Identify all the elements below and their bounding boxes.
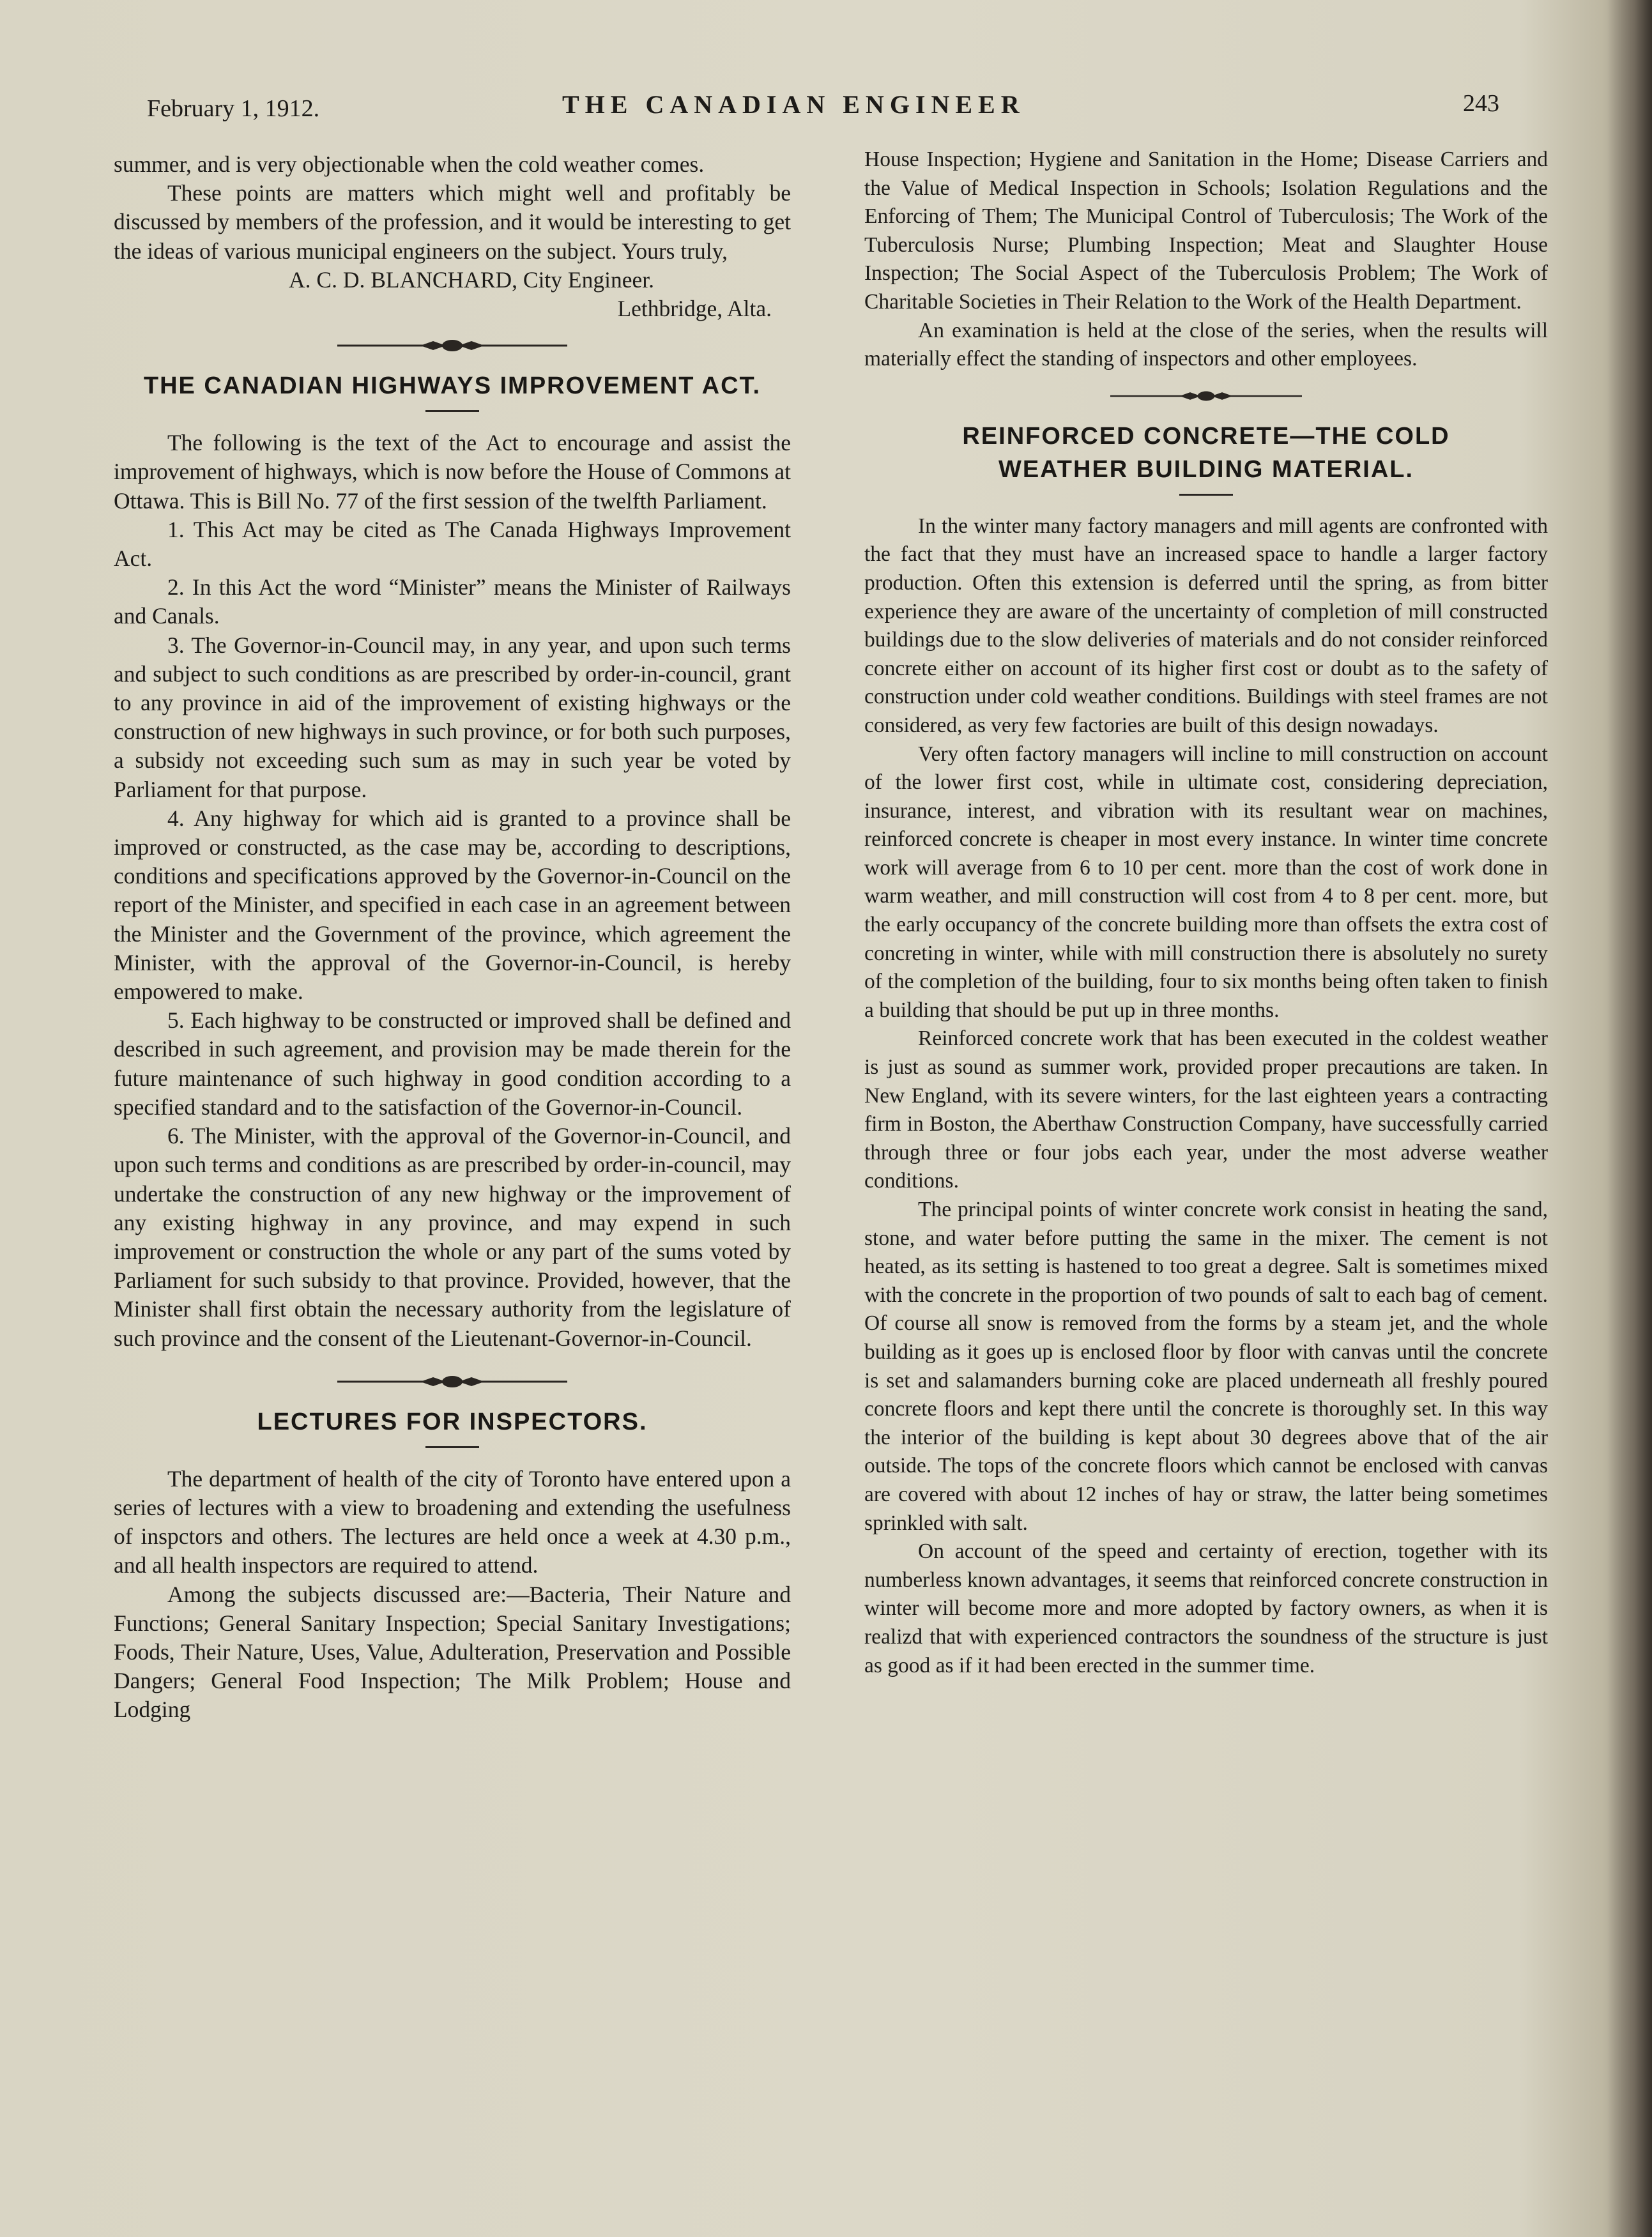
act-section: 4. Any highway for which aid is granted to a province shall be improved or constructed, as the case may be, according to descriptions, conditions and specifications approved by the Governor-in-Council on the report of the Minister, and specified in each case in an agreement between the Minister and the Government of the province, which agreement the Minister, with the approval of the Governor-in-Council, is hereby empowered to make. [114, 805, 791, 1005]
lectures-paragraph: Among the subjects discussed are:—Bacteria, Their Nature and Functions; General Sanitary Inspection; Special Sanitary Investigations; Foods, Their Nature, Uses, Value, Adulteration, Preservation and Possible Dangers; General Food Inspection; The Milk Problem; House and Lodging [114, 1581, 791, 1723]
header-date: February 1, 1912. [147, 95, 320, 122]
concrete-paragraph: On account of the speed and certainty of erection, together with its numberless known advantages, it seems that reinforced concrete construction in winter will become more and more adopted by factory owners, as when it is realizd that with experienced contractors the soundness of the structure is just as good as if it had been erected in the summer time. [864, 1539, 1548, 1677]
act-section: 6. The Minister, with the approval of the Governor-in-Council, and upon such terms and conditions as are prescribed by order-in-council, may undertake the construction of any new highway or the improvement of any existing highway in any province, and may expend in such improvement or construction the whole or any part of the sums voted by Parliament for such subsidy to that province. Provided, however, that the Minister shall first obtain the necessary authority from the legislature of such province and the consent of the Lieutenant-Governor-in-Council. [114, 1123, 791, 1351]
act-intro: The following is the text of the Act to encourage and assist the improvement of highways, which is now before the House of Commons at Ottawa. This is Bill No. 77 of the first session of the twelfth Parliament. [114, 430, 791, 514]
section-divider-ornament [1110, 386, 1302, 406]
lectures-continued-paragraph: An examination is held at the close of the series, when the results will materially effect the standing of inspectors and other employees. [864, 318, 1548, 371]
act-section: 5. Each highway to be constructed or improved shall be defined and described in such agreement, and provision may be made therein for the future maintenance of such highway in good condition according to a specified standard and to the satisfaction of the Governor-in-Council. [114, 1007, 791, 1120]
lectures-paragraph: The department of health of the city of Toronto have entered upon a series of lectures with a view to broadening and extending the usefulness of inspctors and others. The lectures are held once a week at 4.30 p.m., and all health inspectors are required to attend. [114, 1465, 791, 1578]
left-column [114, 150, 791, 1725]
lectures-continued-paragraph: House Inspection; Hygiene and Sanitation in the Home; Disease Carriers and the Value of Medical Inspection in Schools; Isolation Regulations and the Enforcing of Them; The Municipal Control of Tuberculosis; The Work of the Tuberculosis Nurse; Plumbing Inspection; Meat and Slaughter House Inspection; The Social Aspect of the Tuberculosis Problem; The Work of Charitable Societies in Their Relation to the Work of the Health Department. [864, 148, 1548, 314]
article-title-highways-act: THE CANADIAN HIGHWAYS IMPROVEMENT ACT. [143, 372, 761, 400]
header-page-number: 243 [1463, 90, 1499, 117]
act-section: 1. This Act may be cited as The Canada Highways Improvement Act. [114, 516, 791, 572]
concrete-paragraph: In the winter many factory managers and mill agents are confronted with the fact that they must have an increased space to handle a larger factory production. Often this extension is deferred until the spring, as from bitter experience they are aware of the uncertainty of completion of mill constructed buildings due to the slow deliveries of materials and do not consider reinforced concrete either on account of its higher first cost or doubt as to the safety of construction under cold weather conditions. Buildings with steel frames are not considered, as very few factories are built of this design nowadays. [864, 514, 1548, 737]
page-binding-shadow [1607, 0, 1652, 2237]
letter-paragraph: These points are matters which might well and profitably be discussed by members of the profession, and it would be interesting to get the ideas of various municipal engineers on the subject. Yours truly, [114, 180, 791, 264]
title-rule [425, 1446, 479, 1448]
right-column [864, 146, 1548, 1680]
concrete-paragraph: The principal points of winter concrete work consist in heating the sand, stone, and water before putting the same in the mixer. The cement is not heated, as its setting is hastened to too great a degree. Salt is sometimes mixed with the concrete in the proportion of two pounds of salt to each bag of cement. Of course all snow is removed from the forms by a steam jet, and the whole building as it goes up is enclosed floor by floor with canvas until the concrete is set and salamanders burning coke are placed underneath all freshly poured concrete floors and kept there until the concrete is thoroughly set. In this way the interior of the building is kept about 30 degrees above that of the air outside. The tops of the concrete floors which cannot be enclosed with canvas are covered with about 12 inches of hay or straw, the latter being sometimes sprinkled with salt. [864, 1198, 1548, 1535]
concrete-paragraph: Very often factory managers will incline to mill construction on account of the lower first cost, while in ultimate cost, considering depreciation, insurance, interest, and vibration with its resultant wear on machines, reinforced concrete is cheaper in most every instance. In winter time concrete work will average from 6 to 10 per cent. more than the cost of work done in warm weather, and mill construction will cost from 4 to 8 per cent. more, but the early occupancy of the concrete building more than offsets the extra cost of concreting in winter, while with mill construction there is absolutely no surety of the completion of the building, four to six months being often taken to finish a building that should be put up in three months. [864, 742, 1548, 1022]
section-divider-ornament [337, 336, 567, 355]
letter-signature: A. C. D. BLANCHARD, City Engineer. [289, 266, 654, 293]
running-header [147, 89, 1499, 128]
header-journal-title: THE CANADIAN ENGINEER [562, 90, 1025, 119]
concrete-paragraph: Reinforced concrete work that has been executed in the coldest weather is just as sound as summer work, provided proper precautions are taken. In New England, with its severe winters, for the last eighteen years a contracting firm in Boston, the Aberthaw Construction Company, have successfully carried through three or four jobs each year, under the most adverse weather conditions. [864, 1027, 1548, 1193]
letter-location: Lethbridge, Alta. [617, 296, 772, 322]
title-rule [1179, 494, 1233, 496]
section-divider-ornament [337, 1372, 567, 1391]
article-title-lectures: LECTURES FOR INSPECTORS. [257, 1408, 648, 1435]
act-section: 3. The Governor-in-Council may, in any year, and upon such terms and subject to such conditions as are prescribed by order-in-council, grant to any province in aid of the improvement of existing highways or the construction of new highways in such province, or for both such purposes, a subsidy not exceeding such sum as may in such year be voted by Parliament for that purpose. [114, 632, 791, 802]
letter-paragraph: summer, and is very objectionable when the cold weather comes. [114, 151, 705, 177]
title-rule [425, 410, 479, 412]
article-title-reinforced-concrete: REINFORCED CONCRETE—THE COLD WEATHER BUILDING MATERIAL. [962, 422, 1450, 483]
act-section: 2. In this Act the word “Minister” means the Minister of Railways and Canals. [114, 574, 791, 629]
